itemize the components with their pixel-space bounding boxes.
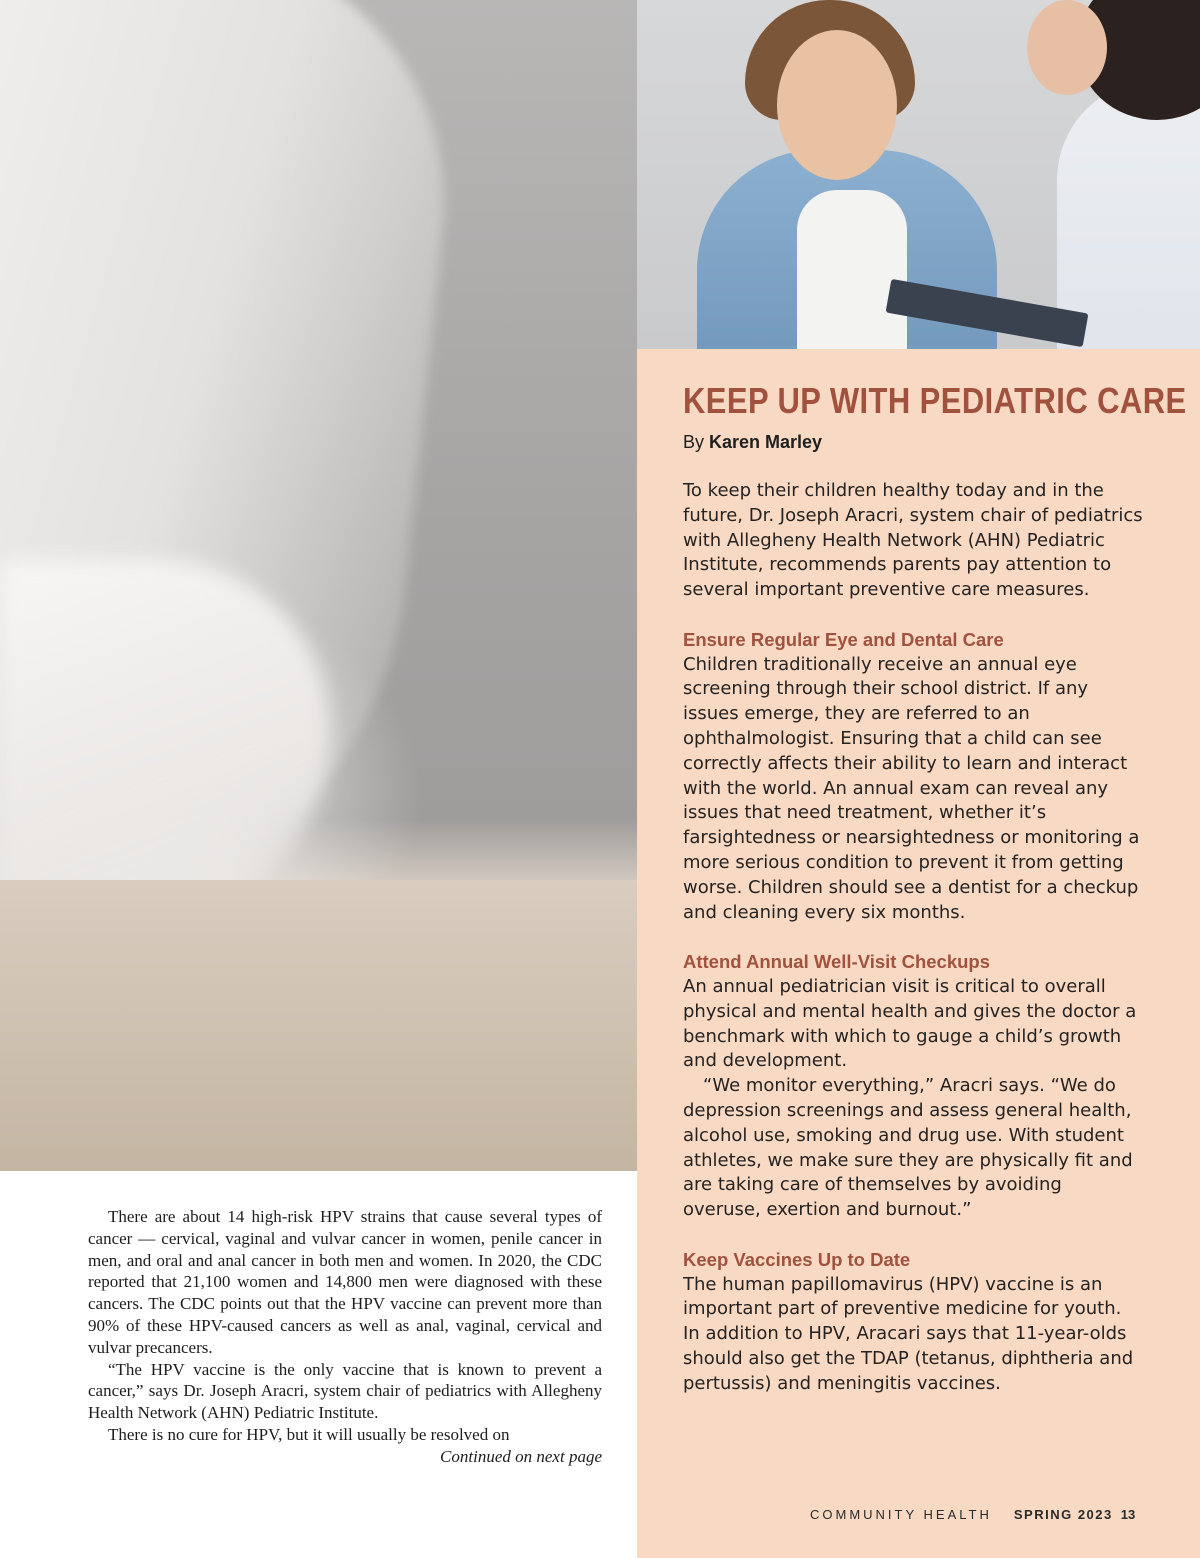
doctor-coat-shape: [1057, 80, 1200, 349]
magazine-name: COMMUNITY HEALTH: [810, 1507, 992, 1522]
byline-prefix: By: [683, 432, 710, 452]
section-paragraph: “We monitor everything,” Aracri says. “We do depression screenings and assess general health, alcohol use, smoking and drug use. With student athletes, we make sure they are physically fit and are taking care of themselves by avoiding overuse, exertion and burnout.”: [683, 1075, 1133, 1221]
boy-shirt-shape: [797, 190, 907, 349]
left-photo: [0, 0, 637, 1171]
doctor-face-shape: [1027, 0, 1107, 95]
article-text: [88, 1206, 602, 1468]
issue-label: SPRING 2023: [1013, 1507, 1113, 1522]
author-name: Karen Marley: [709, 432, 823, 452]
byline: [683, 432, 822, 453]
intro-paragraph: To keep their children healthy today and in the future, Dr. Joseph Aracri, system chair of pediatrics with Allegheny Health Network (AHN) Pediatric Institute, recommends parents pay attention to several important preventive care measures.: [683, 480, 1143, 601]
article-paragraph: There is no cure for HPV, but it will usually be resolved on: [108, 1424, 510, 1444]
section-heading-eye-dental: Ensure Regular Eye and Dental Care: [683, 628, 1004, 650]
article-paragraph: “The HPV vaccine is the only vaccine that is known to prevent a cancer,” says Dr. Joseph Aracri, system chair of pediatrics with Allegheny Health Network (AHN) Pediatric Institute.: [88, 1359, 602, 1423]
section-paragraph: Children traditionally receive an annual eye screening through their school district. If any issues emerge, they are referred to an ophthalmologist. Ensuring that a child can see correctly affects their ability to learn and interact with the world. An annual exam can reveal any issues that need treatment, whether it’s farsightedness or nearsightedness or monitoring a more serious condition to prevent it from getting worse. Children should see a dentist for a checkup and cleaning every six months.: [683, 653, 1140, 923]
sidebar-body: [683, 479, 1143, 1396]
sidebar-panel: [637, 349, 1200, 1558]
hand-shape: [0, 560, 330, 920]
page-number: 13: [1120, 1507, 1136, 1522]
section-paragraph: The human papillomavirus (HPV) vaccine is an important part of preventive medicine for youth. In addition to HPV, Aracari says that 11-year-olds should also get the TDAP (tetanus, diphtheria and pertussis) and meningitis vaccines.: [683, 1273, 1134, 1394]
article-paragraph: There are about 14 high-risk HPV strains that cause several types of cancer — cervical, vaginal and vulvar cancer in women, penile cancer in men, and oral and anal cancer in both men and women. In 2020, the CDC reported that 21,100 women and 14,800 men were diagnosed with these cancers. The CDC points out that the HPV vaccine can prevent more than 90% of these HPV-caused cancers as well as anal, vaginal, cervical and vulvar precancers.: [88, 1207, 602, 1357]
boy-face-shape: [777, 30, 897, 180]
table-surface: [0, 880, 637, 1171]
sidebar-title: KEEP UP WITH PEDIATRIC CARE: [683, 380, 1187, 421]
section-paragraph: An annual pediatrician visit is critical to overall physical and mental health and gives the doctor a benchmark with which to gauge a child’s growth and development.: [683, 975, 1137, 1072]
continued-note: Continued on next page: [440, 1446, 602, 1466]
right-photo: [637, 0, 1200, 349]
section-heading-vaccines: Keep Vaccines Up to Date: [683, 1248, 911, 1270]
section-heading-well-visit: Attend Annual Well-Visit Checkups: [683, 951, 991, 973]
page-footer: [810, 1507, 1135, 1522]
